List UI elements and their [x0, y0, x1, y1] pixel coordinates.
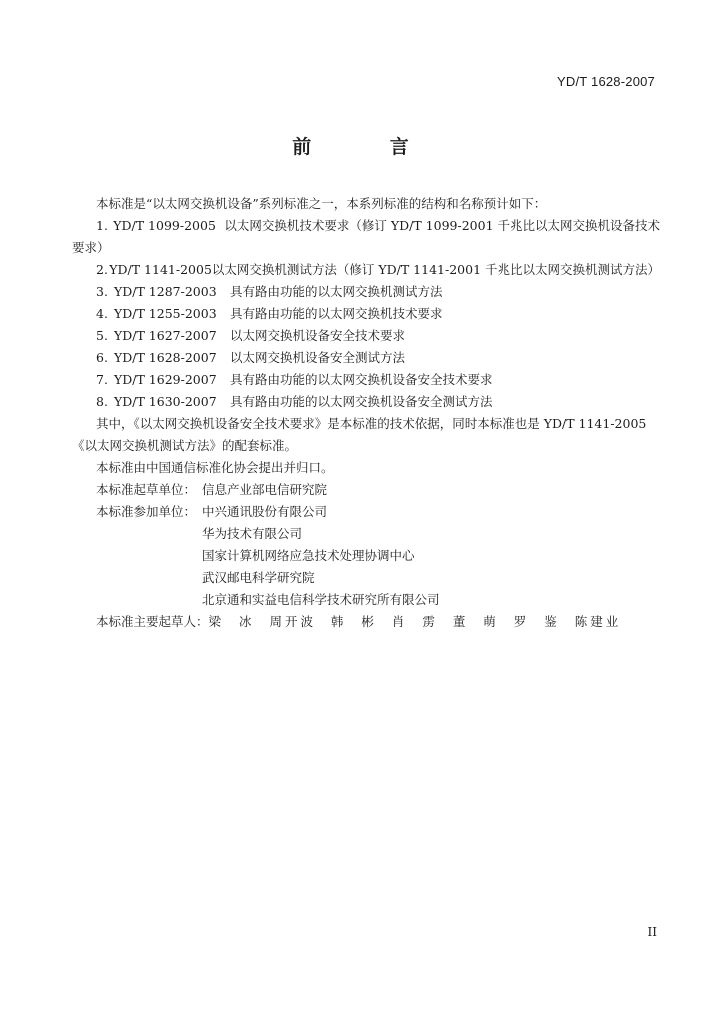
item-name: 以太网交换机设备安全测试方法 [230, 350, 406, 365]
item-code: YD/T 1255-2003 [114, 306, 217, 321]
drafting-unit-row [72, 479, 660, 501]
participating-units-label: 本标准参加单位： [96, 504, 197, 519]
basis-paragraph: 其中，《以太网交换机设备安全技术要求》是本标准的技术依据，同时本标准也是 YD/T 1141-2005《以太网交换机测试方法》的配套标准。 [72, 416, 647, 453]
participating-units-row [72, 501, 660, 523]
intro-paragraph: 本标准是“以太网交换机设备”系列标准之一，本系列标准的结构和名称预计如下： [96, 196, 547, 211]
standard-list-item [72, 215, 660, 259]
item-code: YD/T 1629-2007 [114, 372, 217, 387]
item-code: YD/T 1627-2007 [114, 328, 217, 343]
item-name: 以太网交换机设备安全技术要求 [230, 328, 406, 343]
standard-list-item [72, 347, 660, 369]
item-number: 3. [96, 284, 108, 299]
item-name-continuation: 要求） [72, 240, 110, 255]
item-number: 6. [96, 350, 108, 365]
participating-unit: 北京通和实益电信科学技术研究所有限公司 [202, 592, 440, 607]
standard-code-header: YD/T 1628-2007 [557, 74, 655, 89]
drafters-row [72, 611, 660, 633]
drafters-names: 梁 冰 周开波 韩 彬 肖 雳 董 萌 罗 鉴 陈建业 [208, 614, 622, 629]
item-code: YD/T 1628-2007 [114, 350, 217, 365]
standard-list-item [72, 281, 660, 303]
page-title: 前 言 [292, 136, 445, 158]
item-number: 8. [96, 394, 108, 409]
drafting-unit-value: 信息产业部电信研究院 [202, 482, 328, 497]
participating-unit: 国家计算机网络应急技术处理协调中心 [202, 548, 415, 563]
item-code: YD/T 1141-2005 [109, 262, 212, 277]
item-name: 以太网交换机测试方法（修订 YD/T 1141-2001 千兆比以太网交换机测试方法） [211, 262, 660, 277]
item-number: 7. [96, 372, 108, 387]
item-number: 2. [96, 262, 108, 277]
standard-list-item [72, 369, 660, 391]
drafters-label: 本标准主要起草人： [96, 614, 209, 629]
participating-unit: 中兴通讯股份有限公司 [202, 504, 328, 519]
foreword-body [72, 193, 660, 633]
item-name: 具有路由功能的以太网交换机测试方法 [230, 284, 443, 299]
participating-unit: 华为技术有限公司 [202, 526, 303, 541]
item-name: 以太网交换机技术要求（修订 YD/T 1099-2001 千兆比以太网交换机设备技术 [224, 218, 660, 233]
participating-unit: 武汉邮电科学研究院 [202, 570, 315, 585]
item-code: YD/T 1630-2007 [114, 394, 217, 409]
standard-list-item [72, 259, 660, 281]
item-number: 4. [96, 306, 108, 321]
proposal-paragraph: 本标准由中国通信标准化协会提出并归口。 [96, 460, 334, 475]
standard-list-item [72, 325, 660, 347]
item-name: 具有路由功能的以太网交换机设备安全技术要求 [230, 372, 493, 387]
page-number: II [647, 925, 657, 939]
standard-list-item [72, 303, 660, 325]
standard-list-item [72, 391, 660, 413]
item-code: YD/T 1099-2005 [113, 218, 216, 233]
item-number: 5. [96, 328, 108, 343]
item-code: YD/T 1287-2003 [114, 284, 217, 299]
item-name: 具有路由功能的以太网交换机设备安全测试方法 [230, 394, 493, 409]
drafting-unit-label: 本标准起草单位： [96, 482, 197, 497]
item-name: 具有路由功能的以太网交换机技术要求 [230, 306, 443, 321]
item-number: 1. [96, 218, 108, 233]
